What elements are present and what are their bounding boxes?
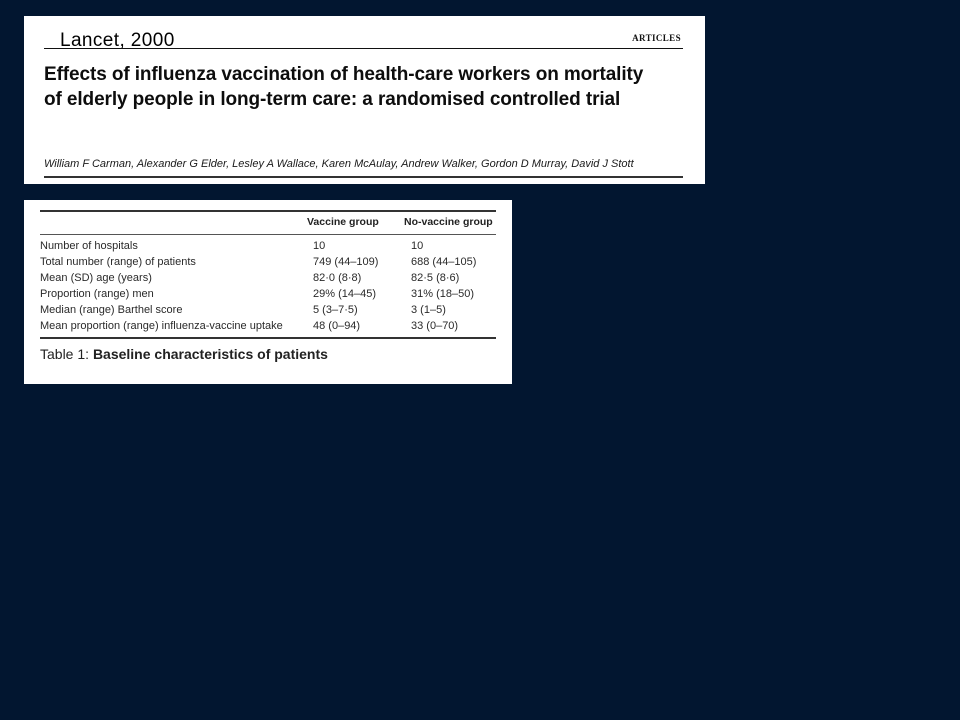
no-vaccine-group-value: 3 (1–5) [411,304,446,316]
table-row [40,286,498,302]
paper-title-line-1: Effects of influenza vaccination of health-care workers on mortality [44,64,644,85]
no-vaccine-group-value: 10 [411,240,424,252]
paper-title [44,62,684,112]
row-label: Total number (range) of patients [40,256,196,268]
no-vaccine-group-value: 688 (44–105) [411,256,477,268]
table-header-rule [40,234,496,235]
baseline-characteristics-rows [40,238,498,334]
vaccine-group-value: 29% (14–45) [313,288,376,300]
table-caption-prefix: Table 1: [40,346,90,362]
row-label: Median (range) Barthel score [40,304,183,316]
article-header-image [24,16,705,184]
table-caption [40,345,328,363]
table-bottom-rule [40,337,496,339]
table-row [40,254,498,270]
no-vaccine-group-value: 33 (0–70) [411,320,459,332]
table-top-rule [40,210,496,212]
paper-title-line-2: of elderly people in long-term care: a randomised controlled trial [44,89,621,110]
journal-citation: Lancet, 2000 [60,30,175,51]
table-row [40,302,498,318]
table-row [40,270,498,286]
table-row [40,318,498,334]
author-list: William F Carman, Alexander G Elder, Lesley A Wallace, Karen McAulay, Andrew Walker, Gordon D Murray, David J Stott [44,158,634,170]
citation-underline [44,48,683,49]
vaccine-group-value: 10 [313,240,326,252]
no-vaccine-group-value: 31% (18–50) [411,288,474,300]
row-label: Mean (SD) age (years) [40,272,152,284]
baseline-table-image [24,200,512,384]
table-row [40,238,498,254]
vaccine-group-value: 5 (3–7·5) [313,304,358,316]
no-vaccine-group-header: No-vaccine group [404,216,493,228]
row-label: Proportion (range) men [40,288,154,300]
no-vaccine-group-value: 82·5 (8·6) [411,272,460,284]
vaccine-group-header: Vaccine group [307,216,379,228]
row-label: Number of hospitals [40,240,138,252]
row-label: Mean proportion (range) influenza-vaccine uptake [40,320,283,332]
vaccine-group-value: 82·0 (8·8) [313,272,362,284]
table-caption-title: Baseline characteristics of patients [92,346,328,362]
vaccine-group-value: 48 (0–94) [313,320,361,332]
vaccine-group-value: 749 (44–109) [313,256,379,268]
article-section-label: ARTICLES [632,33,681,43]
author-divider [44,176,683,178]
